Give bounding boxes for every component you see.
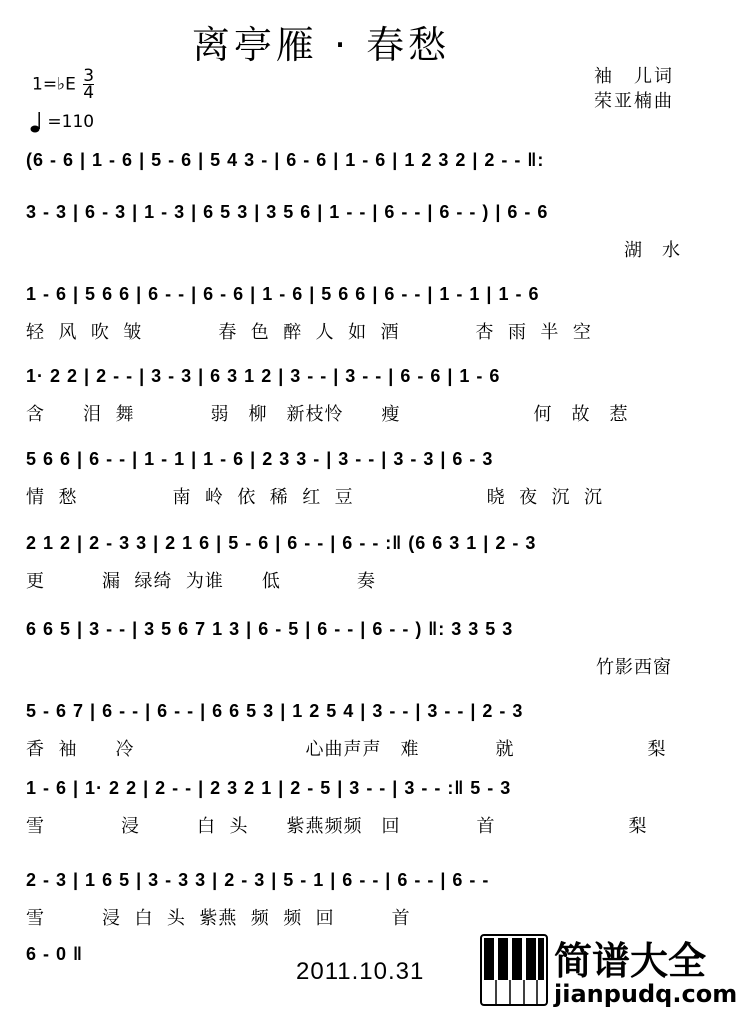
tempo-marking <box>30 110 94 134</box>
score-line-2-lyrics: 湖 水 <box>624 240 681 261</box>
time-signature-bottom: 4 <box>83 83 95 103</box>
score-line-8-lyrics: 香 袖 冷 心曲声声 难 就 梨 <box>26 739 667 760</box>
score-line-7-notes: 6 6 5 | 3 - - | 3 5 6 7 1 3 | 6 - 5 | 6 - - | 6 - - ) ‖: 3 3 5 3 <box>26 619 514 639</box>
score-line-10-notes: 2 - 3 | 1 6 5 | 3 - 3 3 | 2 - 3 | 5 - 1 | 6 - - | 6 - - | 6 - - <box>26 870 490 890</box>
score-line-10-lyrics: 雪 浸 白 头 紫燕 频 频 回 首 <box>26 908 411 929</box>
score-line-4-lyrics: 含 泪 舞 弱 柳 新枝怜 瘦 何 故 惹 <box>26 404 629 425</box>
score-line-1-notes: (6 - 6 | 1 - 6 | 5 - 6 | 5 4 3 - | 6 - 6 | 1 - 6 | 1 2 3 2 | 2 - - ‖: <box>26 150 545 170</box>
score-line-4-notes: 1· 2 2 | 2 - - | 3 - 3 | 6 3 1 2 | 3 - - | 3 - - | 6 - 6 | 1 - 6 <box>26 366 501 386</box>
score-line-7-lyrics: 竹影西窗 <box>596 657 672 678</box>
key-label: 1=♭E <box>32 74 76 95</box>
site-logo <box>480 932 737 1014</box>
time-signature-top: 3 <box>83 66 95 86</box>
score-line-9-notes: 1 - 6 | 1· 2 2 | 2 - - | 2 3 2 1 | 2 - 5 | 3 - - | 3 - - :‖ 5 - 3 <box>26 778 512 798</box>
composer-credit: 荣亚楠曲 <box>594 91 674 112</box>
score-line-6-lyrics: 更 漏 绿绮 为谁 低 奏 <box>26 571 376 592</box>
score-line-5-lyrics: 情 愁 南 岭 依 稀 红 豆 晓 夜 沉 沉 <box>26 487 603 508</box>
date-stamp: 2011.10.31 <box>296 958 425 985</box>
time-signature <box>83 68 94 101</box>
logo-url: jianpudq.com <box>554 980 737 1008</box>
score-line-8-notes: 5 - 6 7 | 6 - - | 6 - - | 6 6 5 3 | 1 2 5 4 | 3 - - | 3 - - | 2 - 3 <box>26 701 524 721</box>
score-line-5-notes: 5 6 6 | 6 - - | 1 - 1 | 1 - 6 | 2 3 3 - | 3 - - | 3 - 3 | 6 - 3 <box>26 449 494 469</box>
logo-name: 简谱大全 <box>554 939 707 983</box>
score-line-2-notes: 3 - 3 | 6 - 3 | 1 - 3 | 6 5 3 | 3 5 6 | 1 - - | 6 - - | 6 - - ) | 6 - 6 <box>26 202 549 222</box>
score-line-6-notes: 2 1 2 | 2 - 3 3 | 2 1 6 | 5 - 6 | 6 - - | 6 - - :‖ (6 6 3 1 | 2 - 3 <box>26 533 537 553</box>
song-title: 离亭雁 · 春愁 <box>191 23 451 67</box>
lyricist-credit: 袖 儿词 <box>594 66 674 87</box>
tempo-value: =110 <box>47 112 95 132</box>
score-line-9-lyrics: 雪 浸 白 头 紫燕频频 回 首 梨 <box>26 816 648 837</box>
score-line-3-lyrics: 轻 风 吹 皱 春 色 醉 人 如 酒 杏 雨 半 空 <box>26 322 592 343</box>
score-line-3-notes: 1 - 6 | 5 6 6 | 6 - - | 6 - 6 | 1 - 6 | 5 6 6 | 6 - - | 1 - 1 | 1 - 6 <box>26 284 540 304</box>
score-line-11-notes: 6 - 0 ‖ <box>26 944 83 964</box>
key-signature <box>32 68 94 101</box>
quarter-note-icon <box>30 110 42 134</box>
piano-keys-icon <box>480 934 548 1006</box>
